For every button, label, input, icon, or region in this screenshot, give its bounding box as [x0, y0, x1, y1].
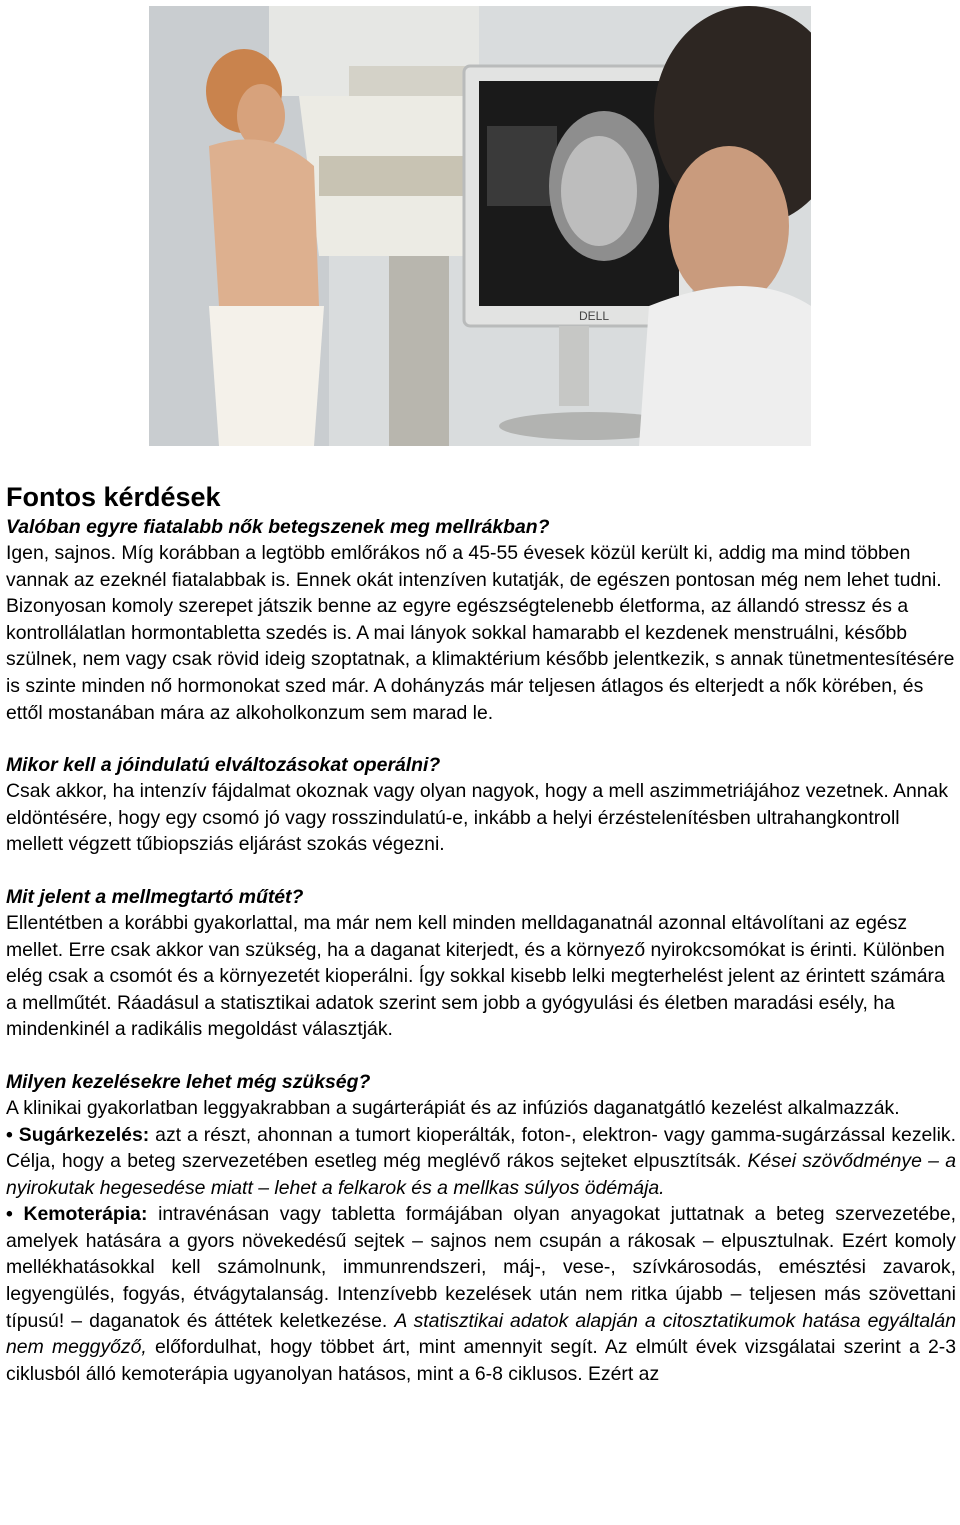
bullet-italic-chemotherapy: A statisztikai adatok alapján a citosztatikumok hatása egyáltalán nem meggyőző,: [6, 1309, 956, 1359]
photo-illustration: [149, 6, 811, 446]
bullet-text2-chemotherapy: előfordulhat, hogy többet árt, mint amennyit segít. Az elmúlt évek vizsgálatai szerint a 2-3 ciklusból álló kemoterápia ugyanolyan hatásos, mint a 6-8 ciklusos. Ezért az: [6, 1336, 956, 1385]
answer-1: Igen, sajnos. Míg korábban a legtöbb emlőrákos nő a 45-55 évesek közül került ki, addig ma mind többen vannak az ezeknél fiatalabbak is. Ennek okát intenzíven kutatják, de egészen pontosan még nem lehet tudni. Bizonyosan komoly szerepet játszik benne az egyre egészségtelenebb életforma, az állandó stressz és a kontrollálatlan hormontabletta szedés is. A mai lányok sokkal hamarabb el kezdenek menstruálni, később szülnek, nem vagy csak rövid ideig szoptatnak, a klimaktérium később jelentkezik, s annak tünetmentesítésére is szinte minden nő hormonokat szed már. A dohányzás már teljesen átlagos és elterjedt a nők körében, és ettől mostanában mára az alkoholkonzum sem marad le.: [6, 542, 955, 724]
bullet-text-radiotherapy: azt a részt, ahonnan a tumort kioperálták, foton-, elektron- vagy gamma-sugárzással kezelik. Célja, hogy a beteg szervezetében esetleg még meglévő rákos sejteket elpusztítsák.: [6, 1123, 957, 1173]
bullet-italic-radiotherapy: Kései szövődménye – a nyirokutak hegesedése miatt – lehet a felkarok és a mellkas súlyos ödémája.: [6, 1150, 956, 1199]
page-title: Fontos kérdések: [6, 482, 221, 512]
question-1: Valóban egyre fiatalabb nők betegszenek meg mellrákban?: [6, 516, 550, 538]
answer-3: Ellentétben a korábbi gyakorlattal, ma már nem kell minden melldaganatnál azonnal eltávolítani az egész mellet. Erre csak akkor van szükség, ha a daganat kiterjedt, és a környező nyirokcsomókat is érinti. Különben elég csak a csomót és a környezetét kioperálni. Így sokkal kisebb lelki megterhelést jelent az érintett számára a mellműtét. Ráadásul a statisztikai adatok szerint sem jobb a gyógyulási és életben maradási esély, ha mindenkinél a radikális megoldást választják.: [6, 911, 945, 1041]
mammography-photo: [149, 6, 811, 446]
question-4: Milyen kezelésekre lehet még szükség?: [6, 1070, 371, 1093]
bullet-label-radiotherapy: Sugárkezelés:: [18, 1123, 150, 1146]
bullet-chemotherapy: [6, 1201, 956, 1387]
bullet-glyph: •: [6, 1203, 13, 1226]
question-3: Mit jelent a mellmegtartó műtét?: [6, 885, 304, 908]
monitor-brand: DELL: [579, 309, 610, 323]
answer-2: Csak akkor, ha intenzív fájdalmat okoznak vagy olyan nagyok, hogy a mell aszimmetriájához vezetnek. Annak eldöntésére, hogy egy csomó jó vagy rosszindulatú-e, inkább a helyi érzéstelenítésben ultrahangkontroll mellett végzett tűbiopsziás eljárást szokás végezni.: [6, 780, 949, 856]
bullet-text-chemotherapy: intravénásan vagy tabletta formájában olyan anyagokat juttatnak a beteg szervezetébe, amelyek hatására a gyors növekedésű sejtek – sajnos nem csupán a rákosak – elpusztulnak. Ezért komoly mellékhatásokkal kell számolnunk, immunrendszeri, máj-, vese-, szívkárosodás, emésztési zavarok, legyengülés, fogyás, étvágytalanság. Intenzívebb kezelések után nem ritka újabb – teljesen más szövettani típusú! – daganatok és áttétek keletkezése.: [6, 1203, 956, 1332]
bullet-glyph: •: [6, 1123, 13, 1146]
bullet-radiotherapy: [6, 1122, 956, 1202]
answer-4: A klinikai gyakorlatban leggyakrabban a sugárterápiát és az infúziós daganatgátló kezelést alkalmazzák.: [6, 1096, 900, 1119]
question-2: Mikor kell a jóindulatú elváltozásokat operálni?: [6, 754, 441, 777]
bullet-label-chemotherapy: Kemoterápia:: [23, 1203, 148, 1226]
article: [6, 480, 956, 1387]
